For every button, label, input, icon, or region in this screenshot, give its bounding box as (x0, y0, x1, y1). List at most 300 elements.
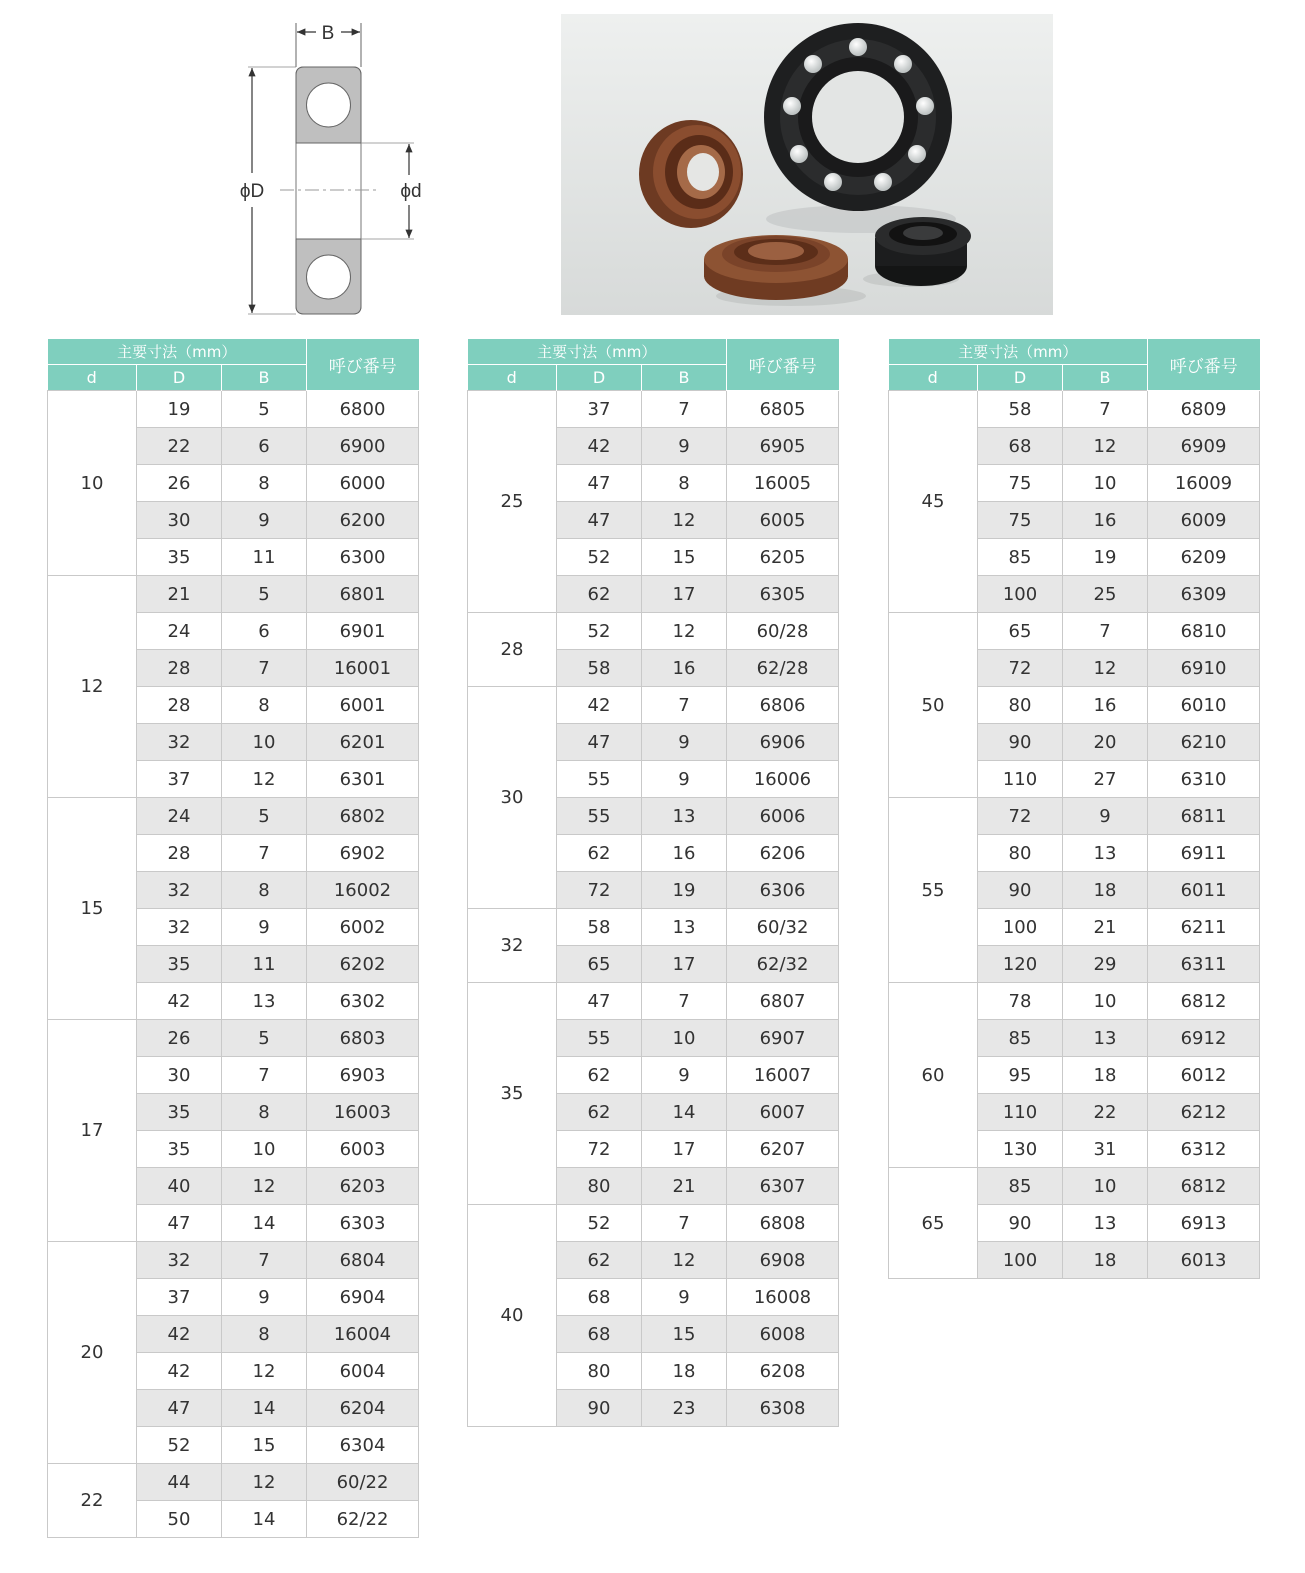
designation-cell: 6009 (1148, 502, 1260, 539)
header-width-b: B (1063, 365, 1148, 391)
width-cell: 8 (222, 687, 307, 724)
width-cell: 12 (1063, 650, 1148, 687)
bore-diameter-cell: 50 (889, 613, 978, 798)
width-cell: 10 (1063, 465, 1148, 502)
header-outer-d: D (978, 365, 1063, 391)
bore-diameter-cell: 15 (48, 798, 137, 1020)
width-cell: 8 (222, 1094, 307, 1131)
outer-diameter-cell: 44 (137, 1464, 222, 1501)
outer-diameter-cell: 90 (978, 872, 1063, 909)
table-row (48, 1020, 419, 1057)
width-cell: 12 (642, 1242, 727, 1279)
outer-diameter-cell: 68 (978, 428, 1063, 465)
designation-cell: 6008 (727, 1316, 839, 1353)
width-cell: 5 (222, 798, 307, 835)
bore-diameter-cell: 17 (48, 1020, 137, 1242)
designation-cell: 16002 (307, 872, 419, 909)
width-cell: 11 (222, 946, 307, 983)
designation-cell: 16009 (1148, 465, 1260, 502)
width-cell: 13 (222, 983, 307, 1020)
designation-cell: 6804 (307, 1242, 419, 1279)
width-cell: 13 (642, 798, 727, 835)
outer-diameter-cell: 72 (557, 1131, 642, 1168)
outer-diameter-cell: 80 (557, 1168, 642, 1205)
outer-diameter-cell: 52 (137, 1427, 222, 1464)
width-cell: 16 (1063, 502, 1148, 539)
outer-diameter-cell: 62 (557, 1057, 642, 1094)
width-cell: 10 (222, 724, 307, 761)
outer-diameter-cell: 42 (137, 1316, 222, 1353)
header-designation: 呼び番号 (307, 339, 419, 391)
width-cell: 13 (1063, 1020, 1148, 1057)
width-cell: 7 (222, 650, 307, 687)
width-cell: 7 (642, 687, 727, 724)
designation-cell: 6913 (1148, 1205, 1260, 1242)
header-outer-d: D (557, 365, 642, 391)
bearing-cross-section-diagram (220, 15, 450, 320)
outer-diameter-cell: 65 (978, 613, 1063, 650)
width-cell: 27 (1063, 761, 1148, 798)
designation-cell: 6304 (307, 1427, 419, 1464)
width-cell: 19 (642, 872, 727, 909)
outer-diameter-cell: 85 (978, 539, 1063, 576)
width-cell: 19 (1063, 539, 1148, 576)
outer-diameter-cell: 19 (137, 391, 222, 428)
designation-cell: 6800 (307, 391, 419, 428)
width-cell: 10 (222, 1131, 307, 1168)
table-row (889, 613, 1260, 650)
designation-cell: 6302 (307, 983, 419, 1020)
width-cell: 21 (642, 1168, 727, 1205)
outer-diameter-cell: 22 (137, 428, 222, 465)
designation-cell: 16006 (727, 761, 839, 798)
bearing-size-table-2 (467, 339, 839, 1427)
width-cell: 29 (1063, 946, 1148, 983)
outer-diameter-cell: 28 (137, 687, 222, 724)
outer-diameter-cell: 47 (557, 502, 642, 539)
width-cell: 9 (642, 428, 727, 465)
bore-diameter-cell: 28 (468, 613, 557, 687)
designation-cell: 6902 (307, 835, 419, 872)
outer-diameter-cell: 72 (978, 798, 1063, 835)
bore-diameter-cell: 30 (468, 687, 557, 909)
outer-diameter-cell: 35 (137, 539, 222, 576)
designation-cell: 6007 (727, 1094, 839, 1131)
designation-cell: 6010 (1148, 687, 1260, 724)
outer-diameter-cell: 72 (557, 872, 642, 909)
designation-cell: 6306 (727, 872, 839, 909)
width-cell: 7 (1063, 613, 1148, 650)
header-d: d (468, 365, 557, 391)
designation-cell: 6004 (307, 1353, 419, 1390)
outer-diameter-cell: 28 (137, 835, 222, 872)
designation-cell: 6903 (307, 1057, 419, 1094)
width-cell: 5 (222, 576, 307, 613)
designation-cell: 6000 (307, 465, 419, 502)
designation-cell: 6301 (307, 761, 419, 798)
width-cell: 9 (222, 1279, 307, 1316)
designation-cell: 6901 (307, 613, 419, 650)
outer-diameter-cell: 100 (978, 909, 1063, 946)
width-cell: 8 (222, 465, 307, 502)
width-cell: 12 (642, 502, 727, 539)
width-cell: 15 (642, 1316, 727, 1353)
width-cell: 16 (642, 650, 727, 687)
designation-cell: 62/32 (727, 946, 839, 983)
table-row (468, 687, 839, 724)
header-width-b: B (642, 365, 727, 391)
width-cell: 12 (222, 761, 307, 798)
bore-diameter-cell: 22 (48, 1464, 137, 1538)
designation-cell: 6812 (1148, 1168, 1260, 1205)
outer-diameter-cell: 35 (137, 1094, 222, 1131)
bearings-photo (561, 14, 1053, 315)
outer-diameter-cell: 42 (137, 983, 222, 1020)
designation-cell: 6003 (307, 1131, 419, 1168)
designation-cell: 6808 (727, 1205, 839, 1242)
bore-diameter-cell: 40 (468, 1205, 557, 1427)
outer-diameter-cell: 58 (978, 391, 1063, 428)
width-cell: 7 (642, 1205, 727, 1242)
table-row (889, 983, 1260, 1020)
table-row (468, 909, 839, 946)
designation-cell: 62/28 (727, 650, 839, 687)
width-cell: 9 (642, 724, 727, 761)
designation-cell: 6907 (727, 1020, 839, 1057)
outer-diameter-cell: 42 (557, 428, 642, 465)
designation-cell: 6002 (307, 909, 419, 946)
width-cell: 9 (642, 761, 727, 798)
width-cell: 16 (642, 835, 727, 872)
outer-diameter-cell: 55 (557, 761, 642, 798)
width-cell: 11 (222, 539, 307, 576)
designation-cell: 6801 (307, 576, 419, 613)
designation-cell: 16005 (727, 465, 839, 502)
width-cell: 7 (642, 391, 727, 428)
designation-cell: 6006 (727, 798, 839, 835)
outer-diameter-cell: 37 (137, 1279, 222, 1316)
width-cell: 8 (642, 465, 727, 502)
outer-diameter-cell: 90 (978, 724, 1063, 761)
designation-cell: 6001 (307, 687, 419, 724)
width-cell: 31 (1063, 1131, 1148, 1168)
table-row (48, 1464, 419, 1501)
width-cell: 15 (222, 1427, 307, 1464)
width-cell: 16 (1063, 687, 1148, 724)
designation-cell: 6300 (307, 539, 419, 576)
outer-diameter-cell: 37 (557, 391, 642, 428)
designation-cell: 6807 (727, 983, 839, 1020)
header-main-dimensions: 主要寸法（mm） (468, 339, 727, 365)
width-cell: 7 (222, 1057, 307, 1094)
outer-diameter-cell: 21 (137, 576, 222, 613)
outer-diameter-cell: 75 (978, 465, 1063, 502)
outer-diameter-cell: 80 (978, 687, 1063, 724)
table-row (48, 391, 419, 428)
outer-diameter-cell: 90 (978, 1205, 1063, 1242)
header-designation: 呼び番号 (727, 339, 839, 391)
outer-diameter-cell: 90 (557, 1390, 642, 1427)
outer-diameter-cell: 47 (557, 465, 642, 502)
width-cell: 20 (1063, 724, 1148, 761)
outer-diameter-cell: 95 (978, 1057, 1063, 1094)
outer-diameter-cell: 47 (557, 983, 642, 1020)
outer-diameter-cell: 100 (978, 1242, 1063, 1279)
table-row (468, 1205, 839, 1242)
width-cell: 7 (642, 983, 727, 1020)
designation-cell: 6811 (1148, 798, 1260, 835)
outer-diameter-cell: 58 (557, 909, 642, 946)
table-row (889, 798, 1260, 835)
table-row (889, 391, 1260, 428)
width-cell: 14 (642, 1094, 727, 1131)
outer-diameter-cell: 52 (557, 539, 642, 576)
width-cell: 13 (642, 909, 727, 946)
outer-diameter-cell: 55 (557, 1020, 642, 1057)
outer-diameter-cell: 68 (557, 1316, 642, 1353)
table-row (468, 983, 839, 1020)
width-cell: 12 (222, 1168, 307, 1205)
width-cell: 18 (1063, 1242, 1148, 1279)
designation-cell: 6209 (1148, 539, 1260, 576)
width-cell: 5 (222, 391, 307, 428)
designation-cell: 6806 (727, 687, 839, 724)
width-cell: 9 (642, 1279, 727, 1316)
outer-diameter-cell: 35 (137, 1131, 222, 1168)
width-cell: 13 (1063, 835, 1148, 872)
designation-cell: 6303 (307, 1205, 419, 1242)
outer-diameter-cell: 85 (978, 1168, 1063, 1205)
outer-diameter-cell: 47 (137, 1390, 222, 1427)
designation-cell: 6201 (307, 724, 419, 761)
outer-diameter-cell: 32 (137, 909, 222, 946)
outer-diameter-cell: 100 (978, 576, 1063, 613)
designation-cell: 6802 (307, 798, 419, 835)
outer-diameter-cell: 50 (137, 1501, 222, 1538)
width-cell: 12 (222, 1464, 307, 1501)
outer-diameter-cell: 42 (137, 1353, 222, 1390)
outer-diameter-cell: 75 (978, 502, 1063, 539)
designation-cell: 60/22 (307, 1464, 419, 1501)
designation-cell: 16008 (727, 1279, 839, 1316)
width-cell: 7 (222, 1242, 307, 1279)
designation-cell: 6204 (307, 1390, 419, 1427)
designation-cell: 6810 (1148, 613, 1260, 650)
width-cell: 6 (222, 428, 307, 465)
bore-diameter-cell: 20 (48, 1242, 137, 1464)
designation-cell: 6906 (727, 724, 839, 761)
outer-diameter-cell: 130 (978, 1131, 1063, 1168)
designation-cell: 6809 (1148, 391, 1260, 428)
width-cell: 17 (642, 576, 727, 613)
outer-diameter-cell: 26 (137, 1020, 222, 1057)
designation-cell: 6911 (1148, 835, 1260, 872)
designation-cell: 6910 (1148, 650, 1260, 687)
designation-cell: 6005 (727, 502, 839, 539)
outer-diameter-cell: 37 (137, 761, 222, 798)
width-cell: 13 (1063, 1205, 1148, 1242)
table-row (48, 798, 419, 835)
width-cell: 22 (1063, 1094, 1148, 1131)
designation-cell: 6311 (1148, 946, 1260, 983)
outer-diameter-cell: 24 (137, 613, 222, 650)
header-d: d (48, 365, 137, 391)
outer-diameter-cell: 58 (557, 650, 642, 687)
table-row (468, 613, 839, 650)
outer-diameter-cell: 110 (978, 1094, 1063, 1131)
designation-cell: 6803 (307, 1020, 419, 1057)
designation-cell: 62/22 (307, 1501, 419, 1538)
outer-diameter-cell: 32 (137, 872, 222, 909)
outer-diameter-cell: 32 (137, 724, 222, 761)
table-row (889, 1168, 1260, 1205)
outer-diameter-cell: 62 (557, 835, 642, 872)
header-d: d (889, 365, 978, 391)
outer-diameter-cell: 47 (557, 724, 642, 761)
bore-diameter-cell: 35 (468, 983, 557, 1205)
table-row (468, 391, 839, 428)
designation-cell: 6012 (1148, 1057, 1260, 1094)
outer-diameter-cell: 47 (137, 1205, 222, 1242)
width-cell: 15 (642, 539, 727, 576)
outer-diameter-cell: 78 (978, 983, 1063, 1020)
width-cell: 7 (1063, 391, 1148, 428)
width-cell: 10 (1063, 1168, 1148, 1205)
designation-cell: 6210 (1148, 724, 1260, 761)
designation-cell: 6904 (307, 1279, 419, 1316)
width-cell: 12 (222, 1353, 307, 1390)
designation-cell: 6312 (1148, 1131, 1260, 1168)
designation-cell: 6206 (727, 835, 839, 872)
width-cell: 14 (222, 1205, 307, 1242)
width-cell: 9 (222, 909, 307, 946)
outer-diameter-cell: 30 (137, 502, 222, 539)
dimension-label-b: B (321, 23, 335, 44)
header-main-dimensions: 主要寸法（mm） (48, 339, 307, 365)
outer-diameter-cell: 52 (557, 1205, 642, 1242)
outer-diameter-cell: 120 (978, 946, 1063, 983)
width-cell: 7 (222, 835, 307, 872)
dimension-label-inner-diameter: ϕd (400, 181, 422, 202)
outer-diameter-cell: 62 (557, 576, 642, 613)
width-cell: 18 (1063, 872, 1148, 909)
width-cell: 18 (1063, 1057, 1148, 1094)
width-cell: 14 (222, 1390, 307, 1427)
outer-diameter-cell: 42 (557, 687, 642, 724)
designation-cell: 16007 (727, 1057, 839, 1094)
designation-cell: 6212 (1148, 1094, 1260, 1131)
width-cell: 9 (222, 502, 307, 539)
designation-cell: 6812 (1148, 983, 1260, 1020)
designation-cell: 6202 (307, 946, 419, 983)
outer-diameter-cell: 68 (557, 1279, 642, 1316)
designation-cell: 60/32 (727, 909, 839, 946)
designation-cell: 6805 (727, 391, 839, 428)
outer-diameter-cell: 72 (978, 650, 1063, 687)
designation-cell: 6305 (727, 576, 839, 613)
bearing-size-table-1 (47, 339, 419, 1538)
bore-diameter-cell: 60 (889, 983, 978, 1168)
width-cell: 10 (1063, 983, 1148, 1020)
width-cell: 14 (222, 1501, 307, 1538)
header-main-dimensions: 主要寸法（mm） (889, 339, 1148, 365)
outer-diameter-cell: 65 (557, 946, 642, 983)
width-cell: 23 (642, 1390, 727, 1427)
bore-diameter-cell: 10 (48, 391, 137, 576)
outer-diameter-cell: 110 (978, 761, 1063, 798)
outer-diameter-cell: 35 (137, 946, 222, 983)
width-cell: 8 (222, 1316, 307, 1353)
outer-diameter-cell: 40 (137, 1168, 222, 1205)
width-cell: 17 (642, 946, 727, 983)
designation-cell: 16004 (307, 1316, 419, 1353)
bearing-size-table-3 (888, 339, 1260, 1279)
designation-cell: 6309 (1148, 576, 1260, 613)
width-cell: 9 (642, 1057, 727, 1094)
designation-cell: 60/28 (727, 613, 839, 650)
outer-diameter-cell: 55 (557, 798, 642, 835)
designation-cell: 6905 (727, 428, 839, 465)
outer-diameter-cell: 62 (557, 1242, 642, 1279)
designation-cell: 6307 (727, 1168, 839, 1205)
table-row (48, 1242, 419, 1279)
designation-cell: 6013 (1148, 1242, 1260, 1279)
designation-cell: 6203 (307, 1168, 419, 1205)
width-cell: 9 (1063, 798, 1148, 835)
bore-diameter-cell: 45 (889, 391, 978, 613)
outer-diameter-cell: 30 (137, 1057, 222, 1094)
outer-diameter-cell: 85 (978, 1020, 1063, 1057)
header-designation: 呼び番号 (1148, 339, 1260, 391)
outer-diameter-cell: 28 (137, 650, 222, 687)
width-cell: 17 (642, 1131, 727, 1168)
header-width-b: B (222, 365, 307, 391)
outer-diameter-cell: 80 (978, 835, 1063, 872)
designation-cell: 6909 (1148, 428, 1260, 465)
width-cell: 12 (642, 613, 727, 650)
designation-cell: 6908 (727, 1242, 839, 1279)
width-cell: 21 (1063, 909, 1148, 946)
table-row (48, 576, 419, 613)
designation-cell: 6205 (727, 539, 839, 576)
width-cell: 25 (1063, 576, 1148, 613)
outer-diameter-cell: 80 (557, 1353, 642, 1390)
width-cell: 10 (642, 1020, 727, 1057)
designation-cell: 6200 (307, 502, 419, 539)
outer-diameter-cell: 62 (557, 1094, 642, 1131)
outer-diameter-cell: 26 (137, 465, 222, 502)
designation-cell: 6011 (1148, 872, 1260, 909)
width-cell: 6 (222, 613, 307, 650)
designation-cell: 6211 (1148, 909, 1260, 946)
designation-cell: 6310 (1148, 761, 1260, 798)
dimension-label-outer-diameter: ϕD (239, 181, 265, 202)
width-cell: 18 (642, 1353, 727, 1390)
designation-cell: 6208 (727, 1353, 839, 1390)
designation-cell: 6900 (307, 428, 419, 465)
designation-cell: 6308 (727, 1390, 839, 1427)
bore-diameter-cell: 25 (468, 391, 557, 613)
outer-diameter-cell: 24 (137, 798, 222, 835)
width-cell: 5 (222, 1020, 307, 1057)
designation-cell: 16003 (307, 1094, 419, 1131)
bore-diameter-cell: 32 (468, 909, 557, 983)
width-cell: 12 (1063, 428, 1148, 465)
outer-diameter-cell: 52 (557, 613, 642, 650)
designation-cell: 16001 (307, 650, 419, 687)
bore-diameter-cell: 12 (48, 576, 137, 798)
header-outer-d: D (137, 365, 222, 391)
